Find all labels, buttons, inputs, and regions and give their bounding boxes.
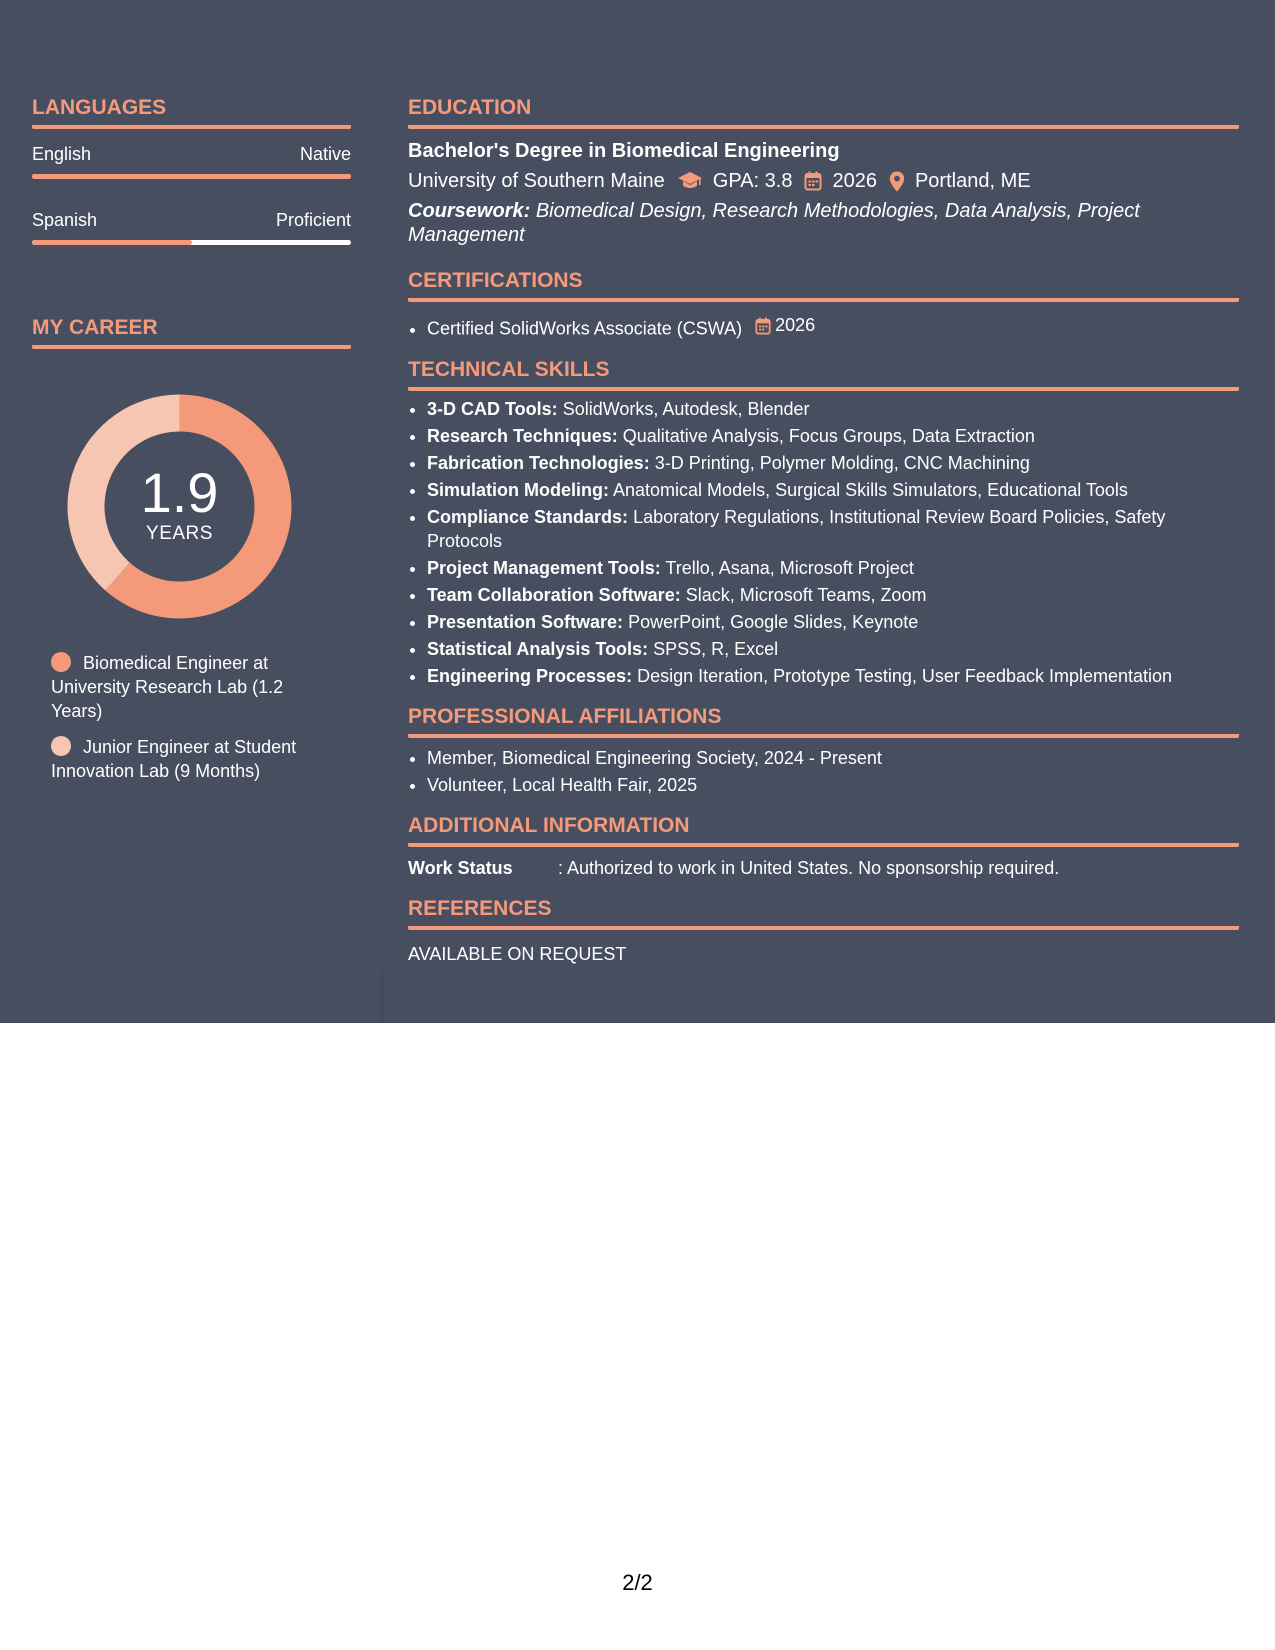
calendar-icon bbox=[804, 171, 822, 191]
skill-label: Team Collaboration Software: bbox=[427, 584, 681, 605]
calendar-icon bbox=[755, 317, 771, 335]
skill-value: Laboratory Regulations, Institutional Review Board Policies, Safety Protocols bbox=[427, 506, 1166, 551]
references-title: REFERENCES bbox=[408, 896, 1239, 930]
list-item bbox=[427, 610, 1239, 634]
skill-value: 3-D Printing, Polymer Molding, CNC Machining bbox=[654, 452, 1030, 473]
page-number: 2/2 bbox=[622, 1570, 653, 1595]
technical-skills-list bbox=[408, 397, 1239, 688]
skill-value: SolidWorks, Autodesk, Blender bbox=[562, 398, 810, 419]
education-year: 2026 bbox=[832, 170, 877, 192]
career-legend bbox=[51, 651, 331, 783]
coursework-list: Biomedical Design, Research Methodologies, Data Analysis, Project Management bbox=[408, 200, 1140, 246]
career-title: MY CAREER bbox=[32, 315, 351, 349]
skill-value: Slack, Microsoft Teams, Zoom bbox=[685, 584, 927, 605]
technical-skills-title: TECHNICAL SKILLS bbox=[408, 357, 1239, 391]
legend-dot bbox=[51, 652, 71, 672]
language-item-english bbox=[32, 143, 351, 179]
career-total-unit: YEARS bbox=[146, 522, 213, 544]
education-school: University of Southern Maine bbox=[408, 170, 665, 192]
skill-value: Design Iteration, Prototype Testing, User Feedback Implementation bbox=[637, 665, 1173, 686]
list-item bbox=[427, 556, 1239, 580]
affiliations-title: PROFESSIONAL AFFILIATIONS bbox=[408, 704, 1239, 738]
legend-label: Junior Engineer at Student Innovation Lab (9 Months) bbox=[51, 737, 297, 781]
language-proficiency-fill bbox=[32, 174, 351, 179]
work-status-label: Work Status bbox=[408, 857, 513, 878]
skill-label: Research Techniques: bbox=[427, 425, 618, 446]
career-total-years: 1.9 bbox=[140, 460, 219, 524]
list-item bbox=[427, 664, 1239, 688]
language-level: Proficient bbox=[275, 210, 351, 230]
career-donut-chart bbox=[67, 394, 292, 619]
language-proficiency-bar bbox=[32, 174, 351, 179]
languages-title: LANGUAGES bbox=[32, 95, 351, 129]
skill-value: Anatomical Models, Surgical Skills Simulators, Educational Tools bbox=[613, 479, 1128, 500]
education-gpa: GPA: 3.8 bbox=[712, 170, 793, 192]
language-level: Native bbox=[299, 144, 351, 164]
education-title: EDUCATION bbox=[408, 95, 1239, 129]
language-name: Spanish bbox=[32, 210, 98, 230]
skill-value: Qualitative Analysis, Focus Groups, Data Extraction bbox=[622, 425, 1035, 446]
skill-value: PowerPoint, Google Slides, Keynote bbox=[628, 611, 919, 632]
language-proficiency-fill bbox=[32, 240, 192, 245]
certification-year: 2026 bbox=[775, 315, 816, 335]
skill-label: Project Management Tools: bbox=[427, 557, 661, 578]
coursework-label: Coursework: bbox=[408, 200, 531, 222]
skill-label: Compliance Standards: bbox=[427, 506, 629, 527]
donut-center bbox=[67, 394, 292, 619]
list-item bbox=[427, 451, 1239, 475]
list-item bbox=[427, 397, 1239, 421]
education-coursework bbox=[408, 199, 1239, 247]
skill-value: Trello, Asana, Microsoft Project bbox=[665, 557, 914, 578]
graduation-cap-icon bbox=[677, 171, 703, 191]
list-item bbox=[427, 478, 1239, 502]
legend-label: Biomedical Engineer at University Research Lab (1.2 Years) bbox=[51, 653, 284, 721]
location-pin-icon bbox=[889, 171, 905, 192]
affiliations-list bbox=[408, 746, 1239, 797]
column-divider bbox=[382, 970, 383, 1023]
skill-label: Simulation Modeling: bbox=[427, 479, 609, 500]
list-item bbox=[427, 424, 1239, 448]
legend-item bbox=[51, 735, 331, 783]
language-name: English bbox=[32, 144, 92, 164]
education-details bbox=[408, 168, 1239, 194]
references-text: AVAILABLE ON REQUEST bbox=[408, 943, 627, 964]
right-column bbox=[408, 95, 1239, 966]
certification-name: Certified SolidWorks Associate (CSWA) bbox=[427, 318, 743, 339]
legend-dot bbox=[51, 736, 71, 756]
language-item-spanish bbox=[32, 209, 351, 245]
list-item bbox=[427, 583, 1239, 607]
education-location: Portland, ME bbox=[914, 170, 1031, 192]
certifications-title: CERTIFICATIONS bbox=[408, 268, 1239, 302]
work-status-value: : Authorized to work in United States. No sponsorship required. bbox=[558, 857, 1060, 878]
education-degree: Bachelor's Degree in Biomedical Engineering bbox=[408, 140, 840, 162]
certifications-list bbox=[408, 312, 1239, 343]
additional-info-title: ADDITIONAL INFORMATION bbox=[408, 813, 1239, 847]
list-item: • Volunteer, Local Health Fair, 2025 bbox=[427, 773, 1239, 797]
skill-label: Engineering Processes: bbox=[427, 665, 633, 686]
list-item: • Member, Biomedical Engineering Society, 2024 - Present bbox=[427, 746, 1239, 770]
list-item bbox=[427, 505, 1239, 553]
skill-label: Presentation Software: bbox=[427, 611, 624, 632]
skill-value: SPSS, R, Excel bbox=[653, 638, 779, 659]
skill-label: 3-D CAD Tools: bbox=[427, 398, 558, 419]
work-status bbox=[408, 856, 1239, 880]
list-item bbox=[427, 312, 1239, 343]
skill-label: Statistical Analysis Tools: bbox=[427, 638, 649, 659]
language-proficiency-bar bbox=[32, 240, 351, 245]
left-column bbox=[32, 95, 351, 795]
skill-label: Fabrication Technologies: bbox=[427, 452, 650, 473]
list-item bbox=[427, 637, 1239, 661]
legend-item bbox=[51, 651, 331, 723]
